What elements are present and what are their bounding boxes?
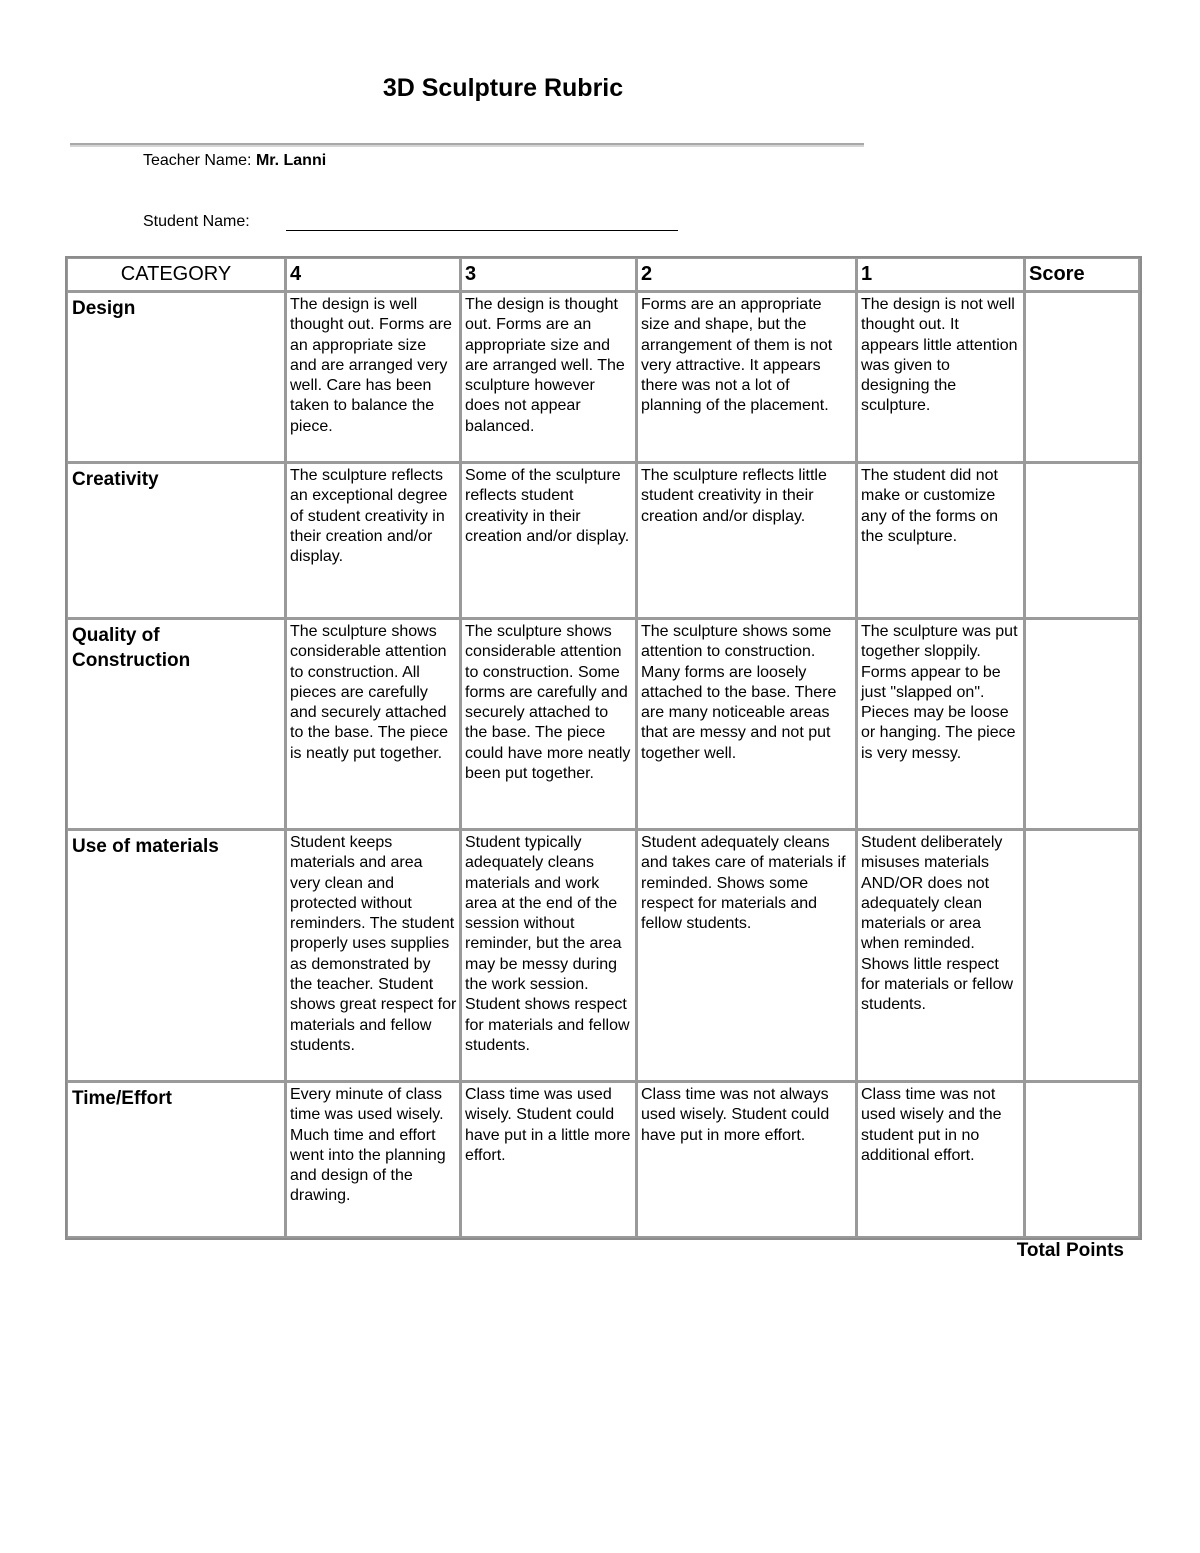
cell-creativity-4: The sculpture reflects an exceptional degree of student creativity in their creation and/or display. <box>286 463 461 619</box>
cell-time-4: Every minute of class time was used wisely. Much time and effort went into the planning and design of the drawing. <box>286 1082 461 1238</box>
rubric-table <box>65 256 1142 1240</box>
cell-materials-3: Student typically adequately cleans materials and work area at the end of the session without reminder, but the area may be messy during the work session. Student shows respect for materials and fellow students. <box>461 830 637 1082</box>
cell-design-3: The design is thought out. Forms are an appropriate size and are arranged well. The sculpture however does not appear balanced. <box>461 292 637 463</box>
cell-quality-1: The sculpture was put together sloppily. Forms appear to be just "slapped on". Pieces may be loose or hanging. The piece is very messy. <box>857 619 1025 830</box>
header-score: Score <box>1025 258 1140 292</box>
category-time-effort: Time/Effort <box>67 1082 286 1238</box>
cell-materials-1: Student deliberately misuses materials AND/OR does not adequately clean materials or area when reminded. Shows little respect for materials or fellow students. <box>857 830 1025 1082</box>
score-quality-of-construction[interactable] <box>1025 619 1140 830</box>
cell-materials-4: Student keeps materials and area very clean and protected without reminders. The student properly uses supplies as demonstrated by the teacher. Student shows great respect for materials and fellow students. <box>286 830 461 1082</box>
row-time-effort <box>67 1082 1140 1238</box>
score-use-of-materials[interactable] <box>1025 830 1140 1082</box>
row-creativity <box>67 463 1140 619</box>
category-design: Design <box>67 292 286 463</box>
cell-design-1: The design is not well thought out. It appears little attention was given to designing the sculpture. <box>857 292 1025 463</box>
cell-creativity-1: The student did not make or customize any of the forms on the sculpture. <box>857 463 1025 619</box>
teacher-name-label: Teacher Name: <box>143 152 256 169</box>
cell-quality-4: The sculpture shows considerable attention to construction. All pieces are carefully and securely attached to the base. The piece is neatly put together. <box>286 619 461 830</box>
category-quality-of-construction: Quality of Construction <box>67 619 286 830</box>
category-use-of-materials: Use of materials <box>67 830 286 1082</box>
cell-time-1: Class time was not used wisely and the student put in no additional effort. <box>857 1082 1025 1238</box>
header-level-4: 4 <box>286 258 461 292</box>
header-level-1: 1 <box>857 258 1025 292</box>
cell-time-3: Class time was used wisely. Student could have put in a little more effort. <box>461 1082 637 1238</box>
row-use-of-materials <box>67 830 1140 1082</box>
cell-quality-2: The sculpture shows some attention to construction. Many forms are loosely attached to the base. There are many noticeable areas that are messy and not put together well. <box>637 619 857 830</box>
cell-time-2: Class time was not always used wisely. Student could have put in more effort. <box>637 1082 857 1238</box>
page-title: 3D Sculpture Rubric <box>382 74 624 102</box>
cell-creativity-3: Some of the sculpture reflects student creativity in their creation and/or display. <box>461 463 637 619</box>
score-design[interactable] <box>1025 292 1140 463</box>
total-points-label: Total Points <box>1016 1240 1124 1261</box>
teacher-name-line <box>143 152 326 170</box>
student-name-blank <box>286 230 678 231</box>
score-creativity[interactable] <box>1025 463 1140 619</box>
cell-quality-3: The sculpture shows considerable attention to construction. Some forms are carefully and securely attached to the base. The piece could have more neatly been put together. <box>461 619 637 830</box>
cell-creativity-2: The sculpture reflects little student creativity in their creation and/or display. <box>637 463 857 619</box>
header-category: CATEGORY <box>67 258 286 292</box>
title-divider <box>70 143 864 147</box>
header-level-3: 3 <box>461 258 637 292</box>
student-name-label: Student Name: <box>143 213 250 230</box>
score-time-effort[interactable] <box>1025 1082 1140 1238</box>
category-creativity: Creativity <box>67 463 286 619</box>
cell-design-4: The design is well thought out. Forms are an appropriate size and are arranged very well. Care has been taken to balance the piece. <box>286 292 461 463</box>
cell-design-2: Forms are an appropriate size and shape, but the arrangement of them is not very attractive. It appears there was not a lot of planning of the placement. <box>637 292 857 463</box>
row-design <box>67 292 1140 463</box>
row-quality-of-construction <box>67 619 1140 830</box>
cell-materials-2: Student adequately cleans and takes care of materials if reminded. Shows some respect for materials and fellow students. <box>637 830 857 1082</box>
header-level-2: 2 <box>637 258 857 292</box>
header-row <box>67 258 1140 292</box>
teacher-name-value: Mr. Lanni <box>255 152 327 169</box>
